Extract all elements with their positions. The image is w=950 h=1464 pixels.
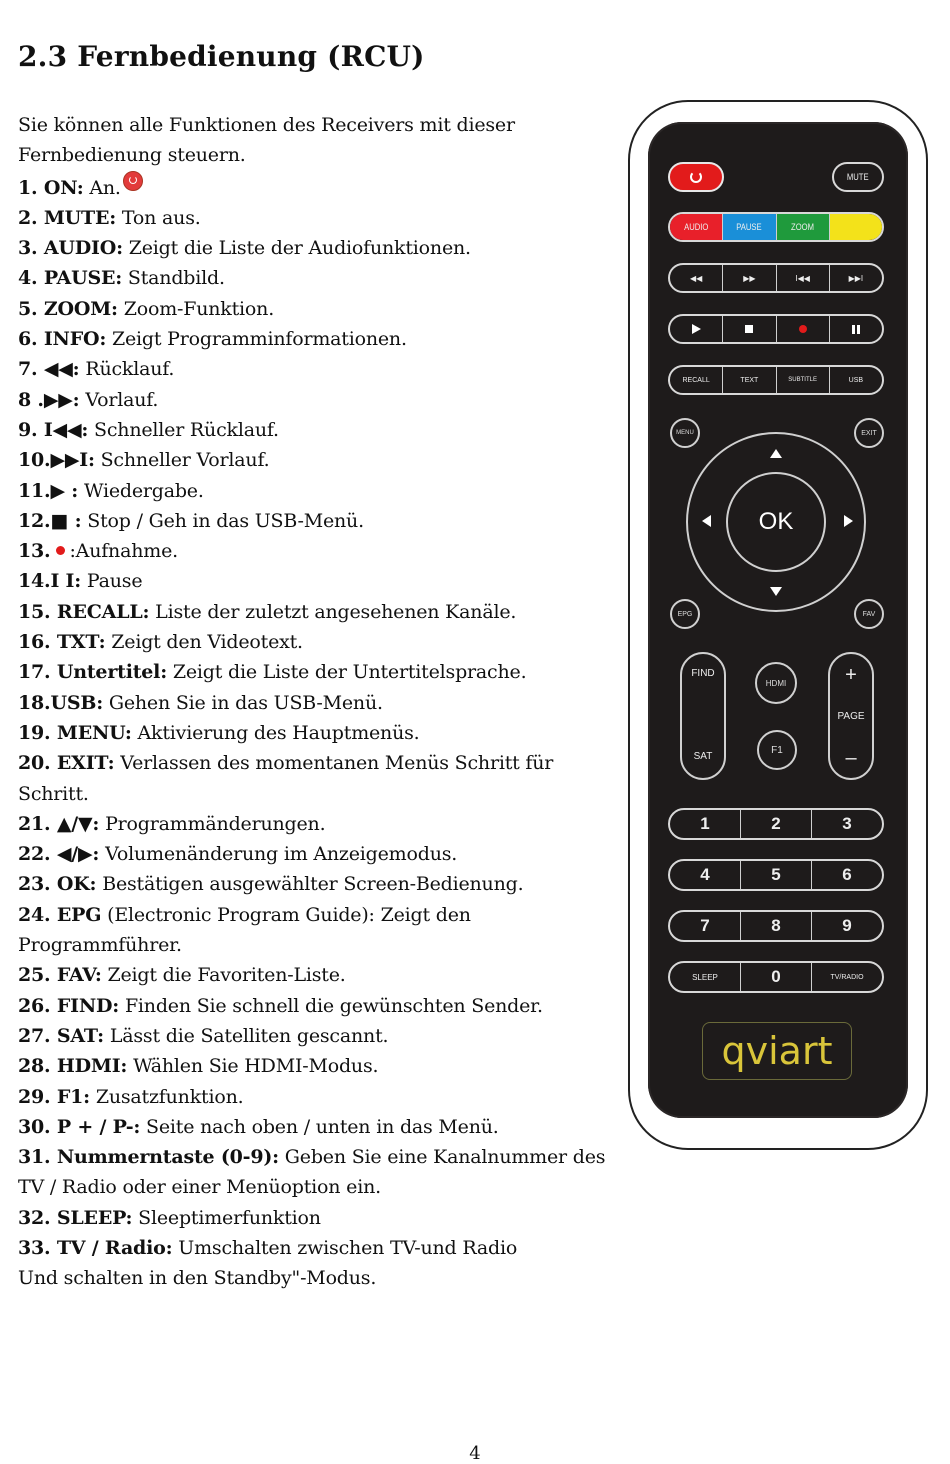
- number-key: 2: [740, 810, 811, 838]
- section-heading: 2.3 Fernbedienung (RCU): [18, 40, 425, 73]
- list-line: 31. Nummerntaste (0-9): Geben Sie eine Kanalnummer des: [18, 1146, 606, 1169]
- right-arrow-icon: [844, 515, 853, 527]
- usb-key: USB: [829, 367, 882, 393]
- left-arrow-icon: [702, 515, 711, 527]
- forward-key: ▶▶: [722, 265, 775, 291]
- list-line: Programmführer.: [18, 934, 182, 957]
- fav-button: FAV: [854, 599, 884, 629]
- text-key: TEXT: [722, 367, 775, 393]
- power-icon: [123, 171, 143, 191]
- power-icon: [690, 171, 702, 183]
- list-line: 13. :Aufnahme.: [18, 540, 178, 563]
- pause-play-key: [829, 316, 882, 342]
- hdmi-button: HDMI: [755, 662, 797, 704]
- subtitle-key: SUBTITLE: [776, 367, 829, 393]
- ok-button: OK: [726, 472, 826, 572]
- zero-key: 0: [740, 963, 811, 991]
- list-line: 2. MUTE: Ton aus.: [18, 206, 201, 229]
- list-line: 24. EPG (Electronic Program Guide): Zeigt den: [18, 903, 471, 926]
- list-line: 33. TV / Radio: Umschalten zwischen TV-und Radio: [18, 1236, 518, 1259]
- list-line: 16. TXT: Zeigt den Videotext.: [18, 631, 303, 654]
- list-line: 23. OK: Bestätigen ausgewählter Screen-Bedienung.: [18, 873, 524, 896]
- list-line: 14.I I: Pause: [18, 570, 143, 593]
- list-line: Sie können alle Funktionen des Receivers mit dieser: [18, 114, 515, 136]
- transport-row-1: [668, 263, 884, 293]
- exit-button: EXIT: [854, 418, 884, 448]
- fast-forward-key: ▶▶I: [829, 265, 882, 291]
- list-line: 20. EXIT: Verlassen des momentanen Menüs Schritt für: [18, 752, 554, 775]
- rewind-key: ◀◀: [689, 273, 703, 283]
- function-row: [668, 365, 884, 395]
- record-icon: [799, 325, 807, 333]
- number-row: [668, 859, 884, 891]
- list-line: 25. FAV: Zeigt die Favoriten-Liste.: [18, 964, 346, 987]
- number-key: 6: [811, 861, 882, 889]
- list-line: 29. F1: Zusatzfunktion.: [18, 1085, 244, 1108]
- list-line: 12.■ : Stop / Geh in das USB-Menü.: [18, 509, 364, 532]
- down-arrow-icon: [770, 587, 782, 596]
- recall-key: RECALL: [682, 376, 710, 384]
- epg-button: EPG: [670, 599, 700, 629]
- pause-key: PAUSE: [722, 214, 775, 240]
- up-arrow-icon: [770, 449, 782, 458]
- info-key: INFO: [829, 214, 882, 240]
- list-line: 6. INFO: Zeigt Programminformationen.: [18, 328, 407, 351]
- number-key: 1: [700, 814, 710, 833]
- list-line: 28. HDMI: Wählen Sie HDMI-Modus.: [18, 1055, 379, 1078]
- mute-button: MUTE: [832, 162, 884, 192]
- list-line: 11.▶ : Wiedergabe.: [18, 479, 204, 502]
- color-keys-row: [668, 212, 884, 242]
- sleep-zero-tv-row: [668, 961, 884, 993]
- number-key: 5: [740, 861, 811, 889]
- sleep-key: SLEEP: [692, 972, 718, 982]
- list-line: Und schalten in den Standby"-Modus.: [18, 1267, 377, 1290]
- function-list: [18, 110, 618, 1294]
- list-line: 10.▶▶I: Schneller Vorlauf.: [18, 449, 270, 472]
- list-line: 1. ON: An.: [18, 171, 618, 203]
- list-line: Schritt.: [18, 782, 89, 805]
- list-line: 22. ◀/▶: Volumenänderung im Anzeigemodus.: [18, 843, 458, 866]
- number-row: [668, 808, 884, 840]
- list-line: Fernbedienung steuern.: [18, 144, 246, 167]
- number-key: 4: [700, 865, 710, 884]
- page-number: 4: [469, 1443, 481, 1464]
- list-line: 7. ◀◀: Rücklauf.: [18, 358, 175, 381]
- list-line: 26. FIND: Finden Sie schnell die gewünschten Sender.: [18, 994, 543, 1017]
- list-line: 5. ZOOM: Zoom-Funktion.: [18, 297, 275, 320]
- list-line: 9. I◀◀: Schneller Rücklauf.: [18, 418, 279, 441]
- number-key: 8: [740, 912, 811, 940]
- list-line: 18.USB: Gehen Sie in das USB-Menü.: [18, 691, 383, 714]
- find-sat-key: FIND SAT: [680, 652, 726, 780]
- list-line: 30. P + / P-: Seite nach oben / unten in das Menü.: [18, 1115, 499, 1138]
- list-line: TV / Radio oder einer Menüoption ein.: [18, 1176, 381, 1199]
- tv-radio-key: TV/RADIO: [811, 963, 882, 991]
- page-key: + PAGE –: [828, 652, 874, 780]
- record-key: [776, 316, 829, 342]
- qviart-logo: qviart: [702, 1022, 852, 1080]
- f1-button: F1: [757, 730, 797, 770]
- list-line: 3. AUDIO: Zeigt die Liste der Audiofunktionen.: [18, 237, 471, 260]
- pause-icon: [852, 325, 860, 334]
- list-line: 32. SLEEP: Sleeptimerfunktion: [18, 1206, 321, 1229]
- number-row: [668, 910, 884, 942]
- list-line: 17. Untertitel: Zeigt die Liste der Untertitelsprache.: [18, 661, 527, 684]
- stop-icon: [745, 325, 753, 333]
- number-key: 3: [811, 810, 882, 838]
- play-key: [670, 316, 722, 342]
- list-line: 19. MENU: Aktivierung des Hauptmenüs.: [18, 721, 420, 744]
- transport-row-2: [668, 314, 884, 344]
- number-key: 7: [700, 916, 710, 935]
- record-dot-icon: [56, 546, 65, 555]
- stop-key: [722, 316, 775, 342]
- list-line: 4. PAUSE: Standbild.: [18, 267, 225, 290]
- zoom-key: ZOOM: [776, 214, 829, 240]
- power-button: [668, 162, 724, 192]
- audio-key: AUDIO: [670, 214, 722, 240]
- list-line: 15. RECALL: Liste der zuletzt angesehenen Kanäle.: [18, 600, 517, 623]
- fast-rewind-key: I◀◀: [776, 265, 829, 291]
- list-line: 8 .▶▶: Vorlauf.: [18, 388, 159, 411]
- number-key: 9: [811, 912, 882, 940]
- list-line: 27. SAT: Lässt die Satelliten gescannt.: [18, 1024, 389, 1047]
- play-icon: [692, 324, 701, 334]
- menu-button: MENU: [670, 418, 700, 448]
- list-line: 21. ▲/▼: Programmänderungen.: [18, 812, 326, 835]
